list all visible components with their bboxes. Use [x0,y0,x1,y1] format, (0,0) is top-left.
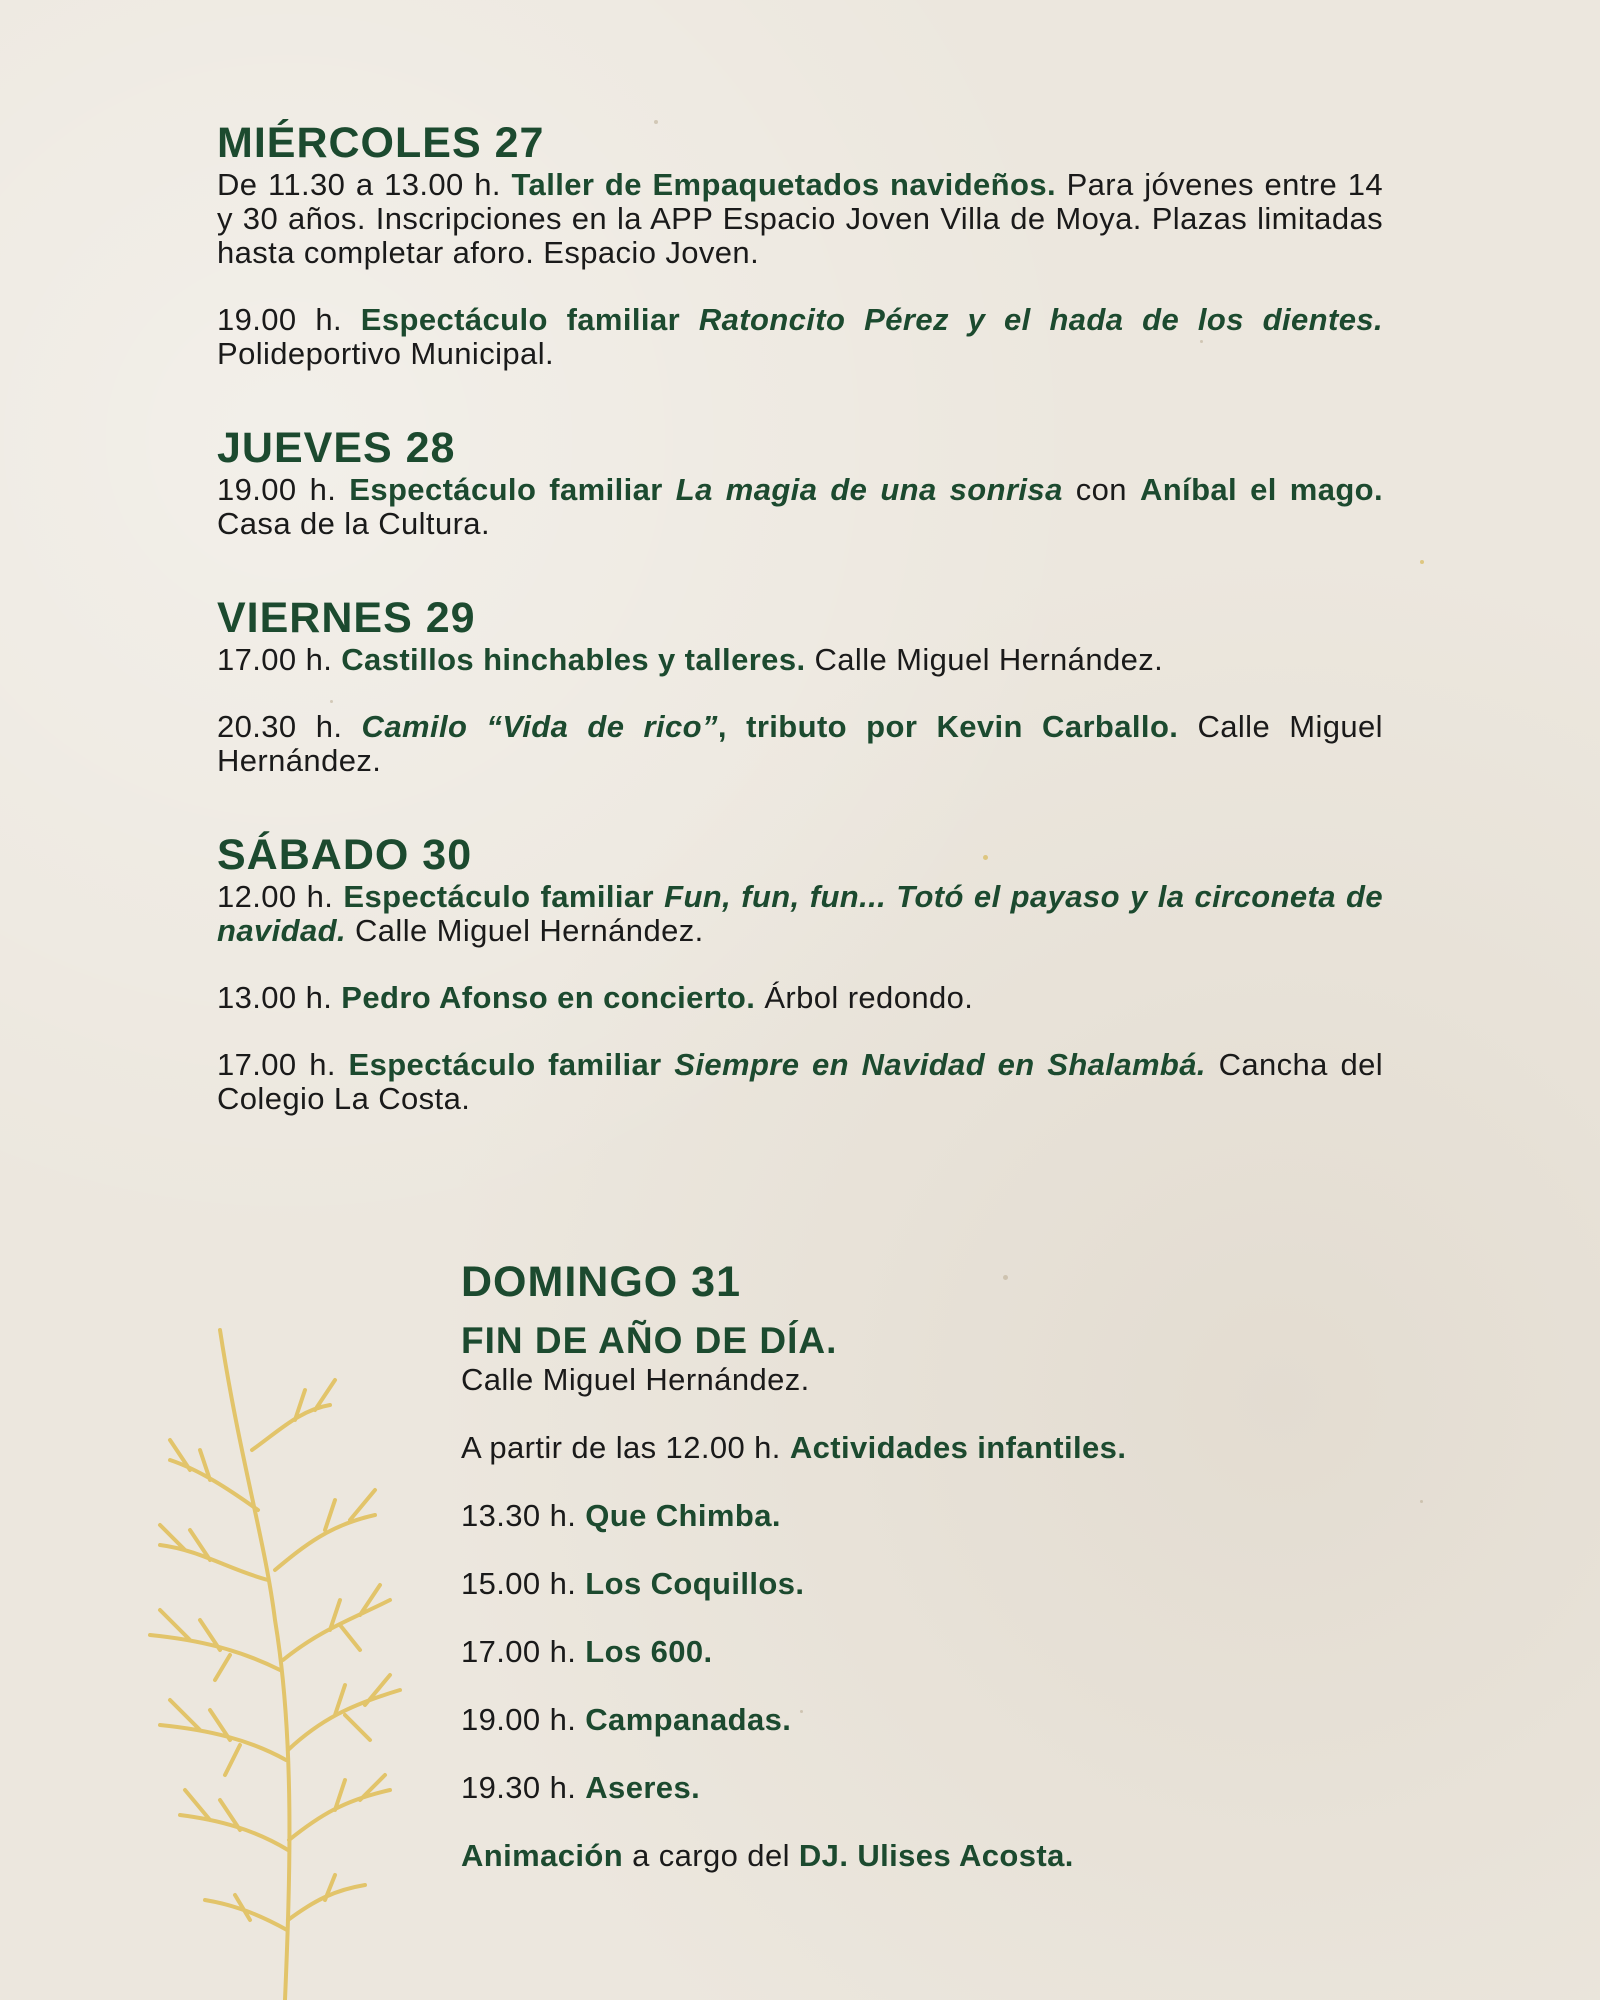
event-time: 19.30 h. [461,1770,577,1805]
day-heading: VIERNES 29 [217,594,476,642]
event-name: Espectáculo familiar [349,472,663,507]
event-time: 19.00 h. [217,302,342,337]
closing-dj: DJ. Ulises Acosta. [798,1838,1074,1873]
event-name: , tributo por Kevin Carballo. [717,709,1179,744]
day-heading: JUEVES 28 [217,424,456,472]
day-heading: DOMINGO 31 [461,1258,741,1306]
schedule-item [461,1635,1361,1669]
event-time: 17.00 h. [217,1047,336,1082]
event-name: Campanadas. [585,1702,792,1737]
program-listing [217,118,1383,1116]
event-entry [217,168,1383,270]
event-place: Polideportivo Municipal. [217,336,554,371]
day-sabado [217,830,1383,1116]
event-place: Calle Miguel Hernández. [814,642,1164,677]
event-place: Calle Miguel Hernández. [354,913,704,948]
event-entry [217,710,1383,778]
schedule-item [461,1499,1361,1533]
day-viernes [217,593,1383,778]
event-name: Espectáculo familiar [343,879,655,914]
schedule-item [461,1771,1361,1805]
event-time: 17.00 h. [217,642,333,677]
event-place: Árbol redondo. [764,980,974,1015]
day-domingo [461,1255,1361,1873]
event-entry [217,880,1383,948]
golden-branch-icon [90,1320,470,2000]
event-show-title: Ratoncito Pérez y el hada de los dientes. [698,302,1384,337]
closing-middle: a cargo del [632,1838,790,1873]
paper-speck [1420,1500,1423,1503]
event-name: Los 600. [585,1634,713,1669]
event-show-title: Siempre en Navidad en Shalambá. [674,1047,1206,1082]
event-name: Pedro Afonso en concierto. [341,980,756,1015]
closing-line [461,1839,1361,1873]
event-place: Calle Miguel Hernández. [217,709,1383,778]
event-place: Cancha del Colegio La Costa. [217,1047,1384,1116]
event-place: Calle Miguel Hernández. [461,1362,810,1397]
event-time: A partir de las 12.00 h. [461,1430,781,1465]
event-show-title: La magia de una sonrisa [675,472,1063,507]
event-name: Espectáculo familiar [348,1047,662,1082]
event-name: Taller de Empaquetados navideños. [511,167,1056,202]
event-entry [217,981,1383,1015]
event-name: Aseres. [585,1770,701,1805]
event-show-title: Camilo “Vida de rico” [361,709,718,744]
day-heading: MIÉRCOLES 27 [217,119,545,167]
event-show-title: Fun, fun, fun... Totó el payaso y la circoneta de navidad. [217,879,1383,948]
day-miercoles [217,118,1383,371]
schedule-item [461,1703,1361,1737]
event-details: Para jóvenes entre 14 y 30 años. Inscripciones en la APP Espacio Joven Villa de Moya. Plazas limitadas hasta completar aforo. Espacio Joven. [217,167,1384,270]
event-subtitle: FIN DE AÑO DE DÍA. [461,1320,838,1361]
event-name: Actividades infantiles. [789,1430,1127,1465]
event-time: 19.00 h. [461,1702,577,1737]
day-heading: SÁBADO 30 [217,831,473,879]
closing-lead: Animación [461,1838,624,1873]
event-entry [217,473,1383,541]
event-time: 13.00 h. [217,980,333,1015]
event-name: Que Chimba. [585,1498,781,1533]
event-place: Casa de la Cultura. [217,506,490,541]
event-entry [217,643,1383,677]
event-time: 19.00 h. [217,472,337,507]
schedule-item [461,1431,1361,1465]
paper-speck [1420,560,1424,564]
event-name: Castillos hinchables y talleres. [341,642,806,677]
event-entry [217,1048,1383,1116]
event-time: 20.30 h. [217,709,343,744]
event-connector: con [1075,472,1127,507]
event-time: 17.00 h. [461,1634,577,1669]
event-time: 12.00 h. [217,879,334,914]
event-name: Espectáculo familiar [360,302,681,337]
event-time: 15.00 h. [461,1566,577,1601]
schedule-item [461,1567,1361,1601]
event-time: De 11.30 a 13.00 h. [217,167,501,202]
event-name: Los Coquillos. [585,1566,805,1601]
event-time: 13.30 h. [461,1498,577,1533]
event-performer: Aníbal el mago. [1139,472,1384,507]
event-entry [217,303,1383,371]
day-jueves [217,423,1383,541]
